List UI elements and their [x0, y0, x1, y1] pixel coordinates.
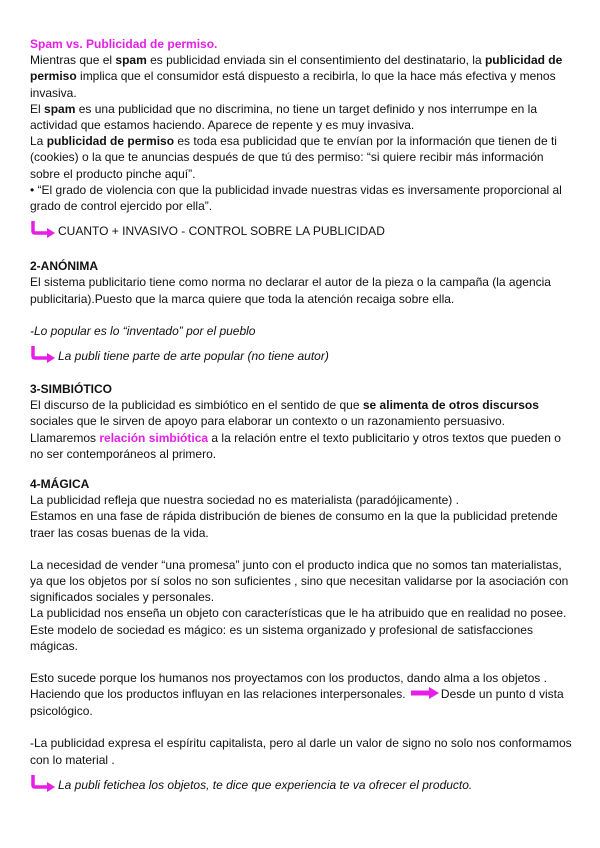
paragraph: Estamos en una fase de rápida distribución de bienes de consumo en la que la publicidad pretende traer las cosas buenas de la vida. — [30, 509, 558, 540]
arrow-note: CUANTO + INVASIVO - CONTROL SOBRE LA PUBLICIDAD — [30, 220, 575, 242]
section-heading: 3-SIMBIÓTICO — [30, 382, 113, 397]
curved-arrow-icon — [30, 774, 56, 796]
paragraph: La publicidad nos enseña un objeto con características que le ha atribuido que en realidad no posee. — [30, 606, 567, 621]
quote: -Lo popular es lo “inventado” por el pueblo — [30, 323, 256, 338]
paragraph: La publicidad refleja que nuestra sociedad no es materialista (paradójicamente) . — [30, 493, 459, 508]
paragraph: La necesidad de vender “una promesa” junto con el producto indica que no somos tan materialistas, ya que los objetos por sí solos no son suficientes , sino que necesitan validarse por la asociación con significados sociales y personales. — [30, 557, 569, 605]
right-arrow-icon — [411, 687, 439, 703]
arrow-note: La publi tiene parte de arte popular (no tiene autor) — [30, 345, 575, 367]
paragraph: El spam es una publicidad que no discrimina, no tiene un target definido y nos interrumpe en la actividad que estamos haciendo. Aparece de repente y es muy invasiva. — [30, 101, 537, 133]
paragraph: Este modelo de sociedad es mágico: es un sistema organizado y profesional de satisfacciones mágicas. — [30, 622, 533, 653]
curved-arrow-icon — [30, 345, 56, 367]
arrow-note: La publi fetichea los objetos, te dice que experiencia te va ofrecer el producto. — [30, 774, 575, 796]
section-heading: 2-ANÓNIMA — [30, 259, 98, 274]
section-title: Spam vs. Publicidad de permiso. — [30, 37, 218, 51]
paragraph: Llamaremos relación simbiótica a la relación entre el texto publicitario y otros textos que pueden o no ser contemporáneos al primero. — [30, 430, 561, 461]
document-page — [30, 36, 575, 796]
section-heading: 4-MÁGICA — [30, 477, 90, 492]
paragraph: -La publicidad expresa el espíritu capitalista, pero al darle un valor de signo no solo nos conformamos con lo material . — [30, 736, 572, 767]
paragraph: El sistema publicitario tiene como norma no declarar el autor de la pieza o la campaña (la agencia publicitaria).Puesto que la marca quiere que toda la atención recaiga sobre ella. — [30, 275, 551, 306]
paragraph: El discurso de la publicidad es simbiótico en el sentido de que se alimenta de otros discursos sociales que le sirven de apoyo para elaborar un contexto o un razonamiento persuasivo. — [30, 398, 539, 429]
curved-arrow-icon — [30, 220, 56, 242]
paragraph: Mientras que el spam es publicidad enviada sin el consentimiento del destinatario, la publicidad de permiso implica que el consumidor está dispuesto a recibirla, lo que la hace más efectiva y menos invasiva. — [30, 53, 563, 100]
paragraph: La publicidad de permiso es toda esa publicidad que te envían por la información que tienen de ti (cookies) o la que te anuncias después de que tú des permiso: “si quiere recibir más información sobre el producto pinche aquí”. — [30, 134, 557, 181]
quote-bullet: • “El grado de violencia con que la publicidad invade nuestras vidas es inversamente proporcional al grado de control ejercido por ella”. — [30, 182, 562, 214]
paragraph: Esto sucede porque los humanos nos proyectamos con los productos, dando alma a los objetos . Haciendo que los productos influyan en las relaciones interpersonales. Desde un punto d vista psicológico. — [30, 671, 564, 719]
